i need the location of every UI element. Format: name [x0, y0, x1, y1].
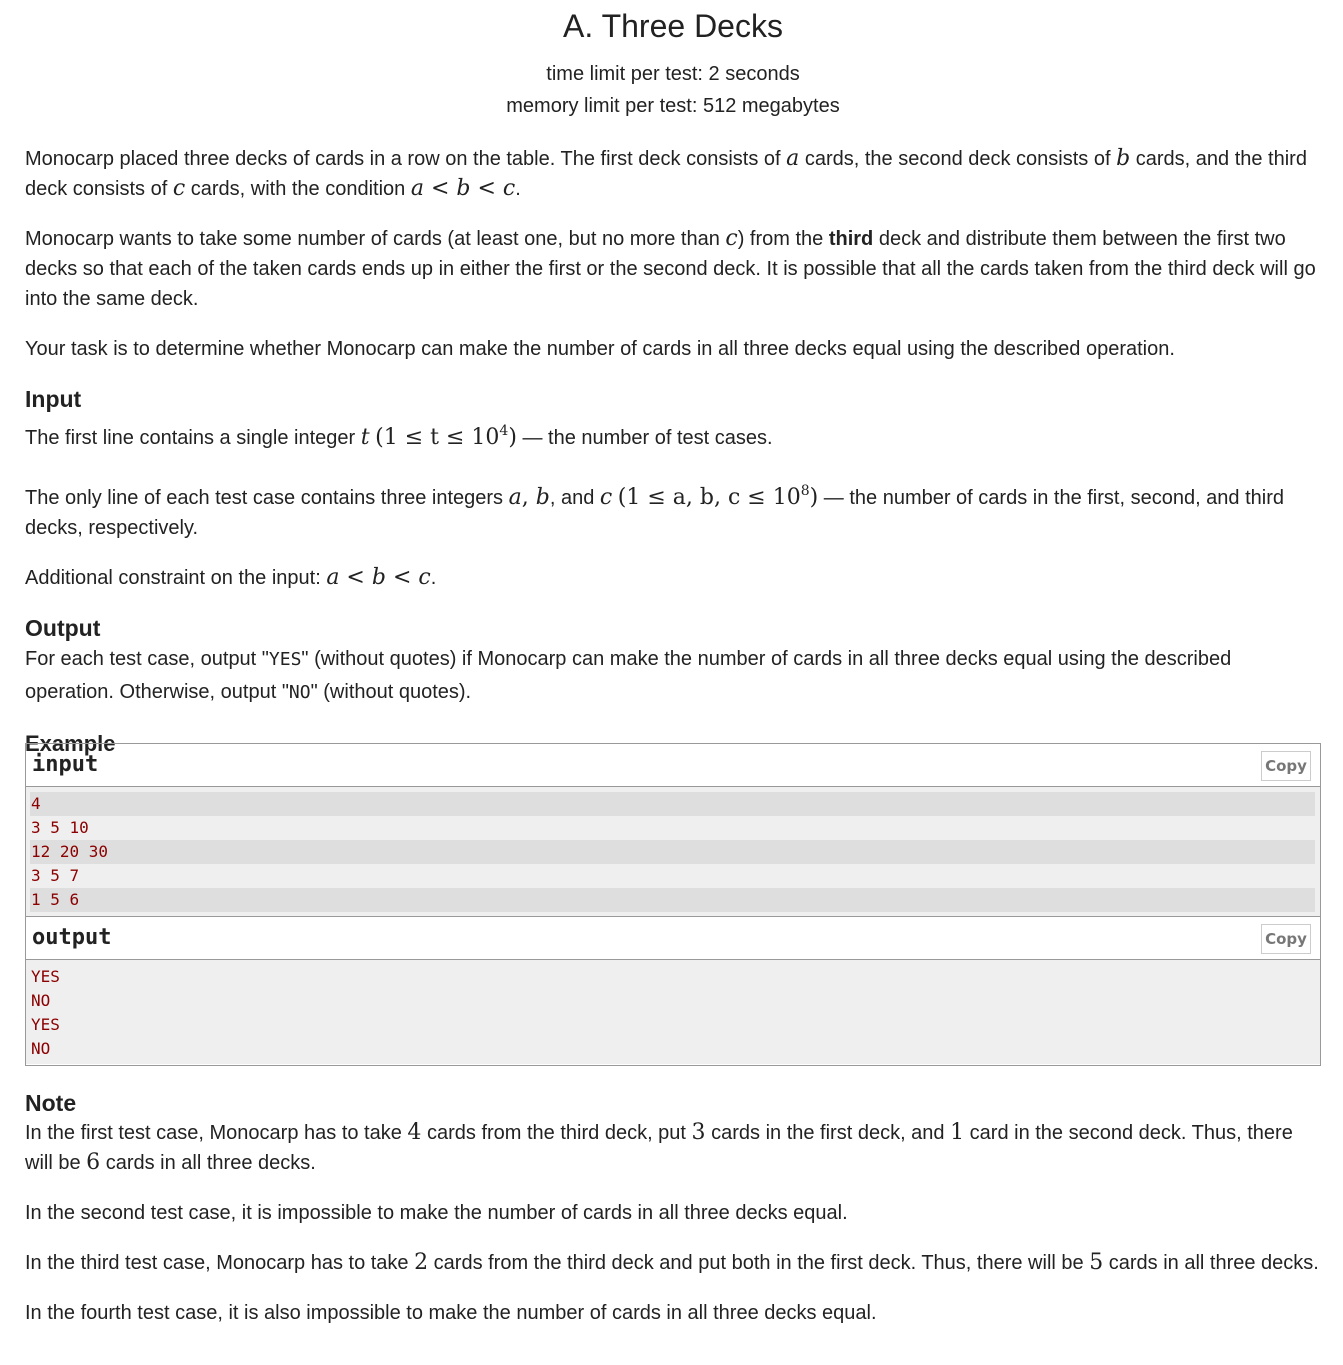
input-line: 4	[30, 792, 1315, 816]
example-input-box	[25, 743, 1321, 917]
legend-paragraph-3: Your task is to determine whether Monocarp can make the number of cards in all three decks equal using the described operation.	[25, 338, 1175, 360]
input-heading: Input	[25, 386, 82, 412]
note-paragraph-2: In the second test case, it is impossible to make the number of cards in all three decks equal.	[25, 1202, 848, 1224]
legend-paragraph-2: Monocarp wants to take some number of cards (at least one, but no more than c) from the third deck and distribute them between the first two decks so that each of the taken cards ends up in either the first or the second deck. It is possible that all the cards taken from the third deck will go into the same deck.	[25, 226, 1316, 310]
legend-paragraph-1: Monocarp placed three decks of cards in a row on the table. The first deck consists of a cards, the second deck consists of b cards, and the third deck consists of c cards, with the condition a < b < c.	[25, 146, 1307, 201]
example-output-box	[25, 916, 1321, 1066]
time-limit: time limit per test: 2 seconds	[546, 63, 800, 85]
copy-output-button[interactable]: Copy	[1261, 924, 1311, 954]
memory-limit: memory limit per test: 512 megabytes	[506, 95, 840, 117]
example-heading: Example	[25, 731, 116, 756]
note-paragraph-1: In the first test case, Monocarp has to take 4 cards from the third deck, put 3 cards in the first deck, and 1 card in the second deck. Thus, there will be 6 cards in all three decks.	[25, 1120, 1293, 1175]
input-line: 12 20 30	[30, 840, 1315, 864]
output-line: YES	[31, 967, 60, 986]
input-line-1: The first line contains a single integer t $(1 \le t \le 10^4)$ — the number of test cases.	[25, 423, 773, 450]
output-line: YES	[31, 1015, 60, 1034]
input-line-3: Additional constraint on the input: a < b < c.	[25, 565, 437, 590]
output-line: NO	[31, 1039, 51, 1058]
note-heading: Note	[25, 1090, 77, 1116]
example-input-header	[26, 744, 1320, 787]
example-output-header	[26, 917, 1320, 960]
output-line: NO	[31, 991, 51, 1010]
output-label: output	[32, 925, 112, 950]
input-pre	[26, 787, 1320, 916]
problem-statement	[25, 0, 1321, 759]
input-line: 1 5 6	[30, 888, 1315, 912]
note-paragraph-4: In the fourth test case, it is also impossible to make the number of cards in all three decks equal.	[25, 1302, 877, 1324]
problem-title: A. Three Decks	[563, 8, 783, 44]
note-paragraph-3: In the third test case, Monocarp has to take 2 cards from the third deck and put both in the first deck. Thus, there will be 5 cards in all three decks.	[25, 1250, 1319, 1275]
input-line: 3 5 10	[31, 818, 89, 837]
output-heading: Output	[25, 615, 101, 641]
output-pre	[26, 960, 1320, 1064]
output-description: For each test case, output "YES" (without quotes) if Monocarp can make the number of cards in all three decks equal using the described operation. Otherwise, output "NO" (without quotes).	[25, 648, 1232, 703]
copy-input-button[interactable]: Copy	[1261, 751, 1311, 781]
input-label: input	[32, 752, 99, 777]
input-line-2: The only line of each test case contains three integers a, b, and c (1 ≤ a, b, $c \le 10^8$) — the number of cards in the first, second, and third decks, respectively.	[25, 483, 1285, 539]
input-line: 3 5 7	[31, 866, 80, 885]
note-section	[25, 1088, 1321, 1328]
